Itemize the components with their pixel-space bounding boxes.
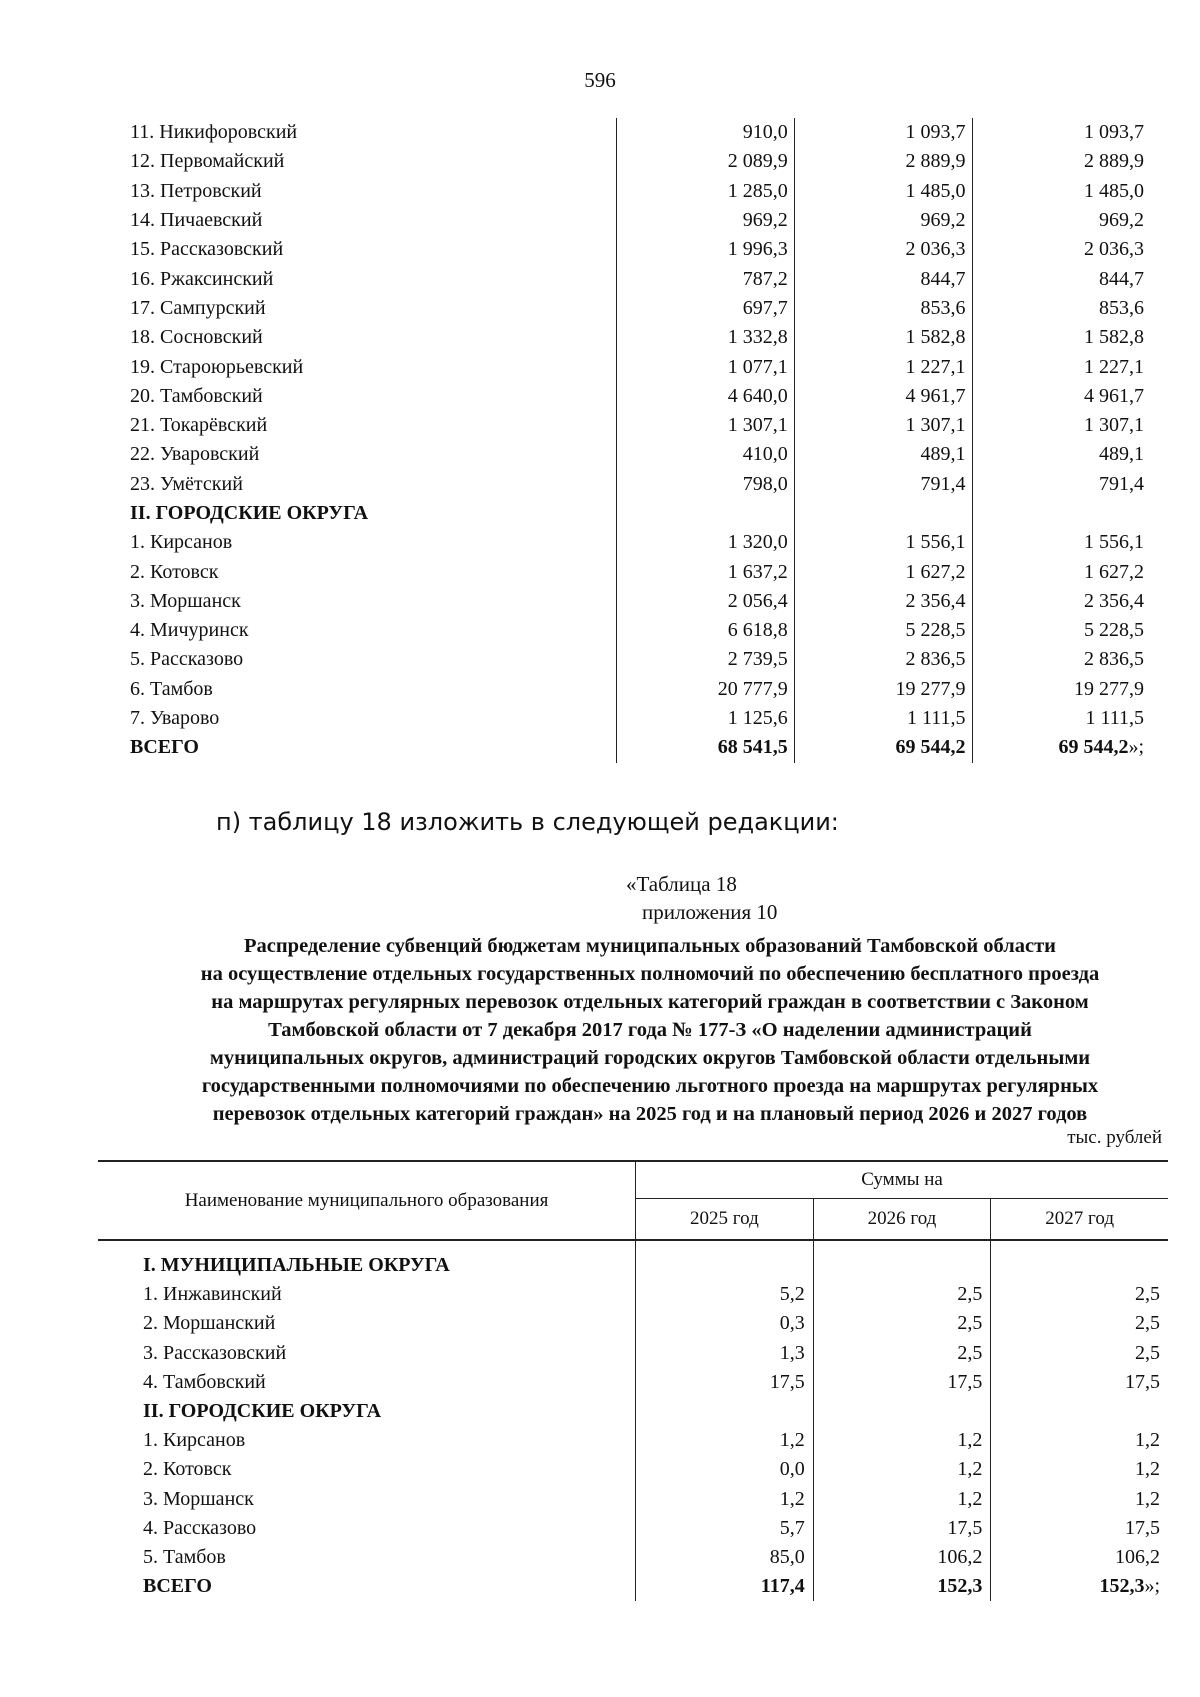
row-name: 16. Ржаксинский [130, 267, 274, 290]
cell-value-2: 1 582,8 [794, 323, 972, 352]
amendment-instruction: п) таблицу 18 изложить в следующей редакции: [216, 808, 839, 836]
heading-line: государственными полномочиями по обеспечению льготного проезда на маршрутах регулярных [201, 1075, 1099, 1097]
table-row [130, 411, 1150, 440]
cell-value-1: 6 618,8 [616, 616, 794, 645]
cell-value-1: 1 332,8 [616, 323, 794, 352]
cell-value-3: 19 277,9 [972, 675, 1150, 704]
row-name: 21. Токарёвский [130, 414, 268, 437]
cell-value-3: 5 228,5 [972, 616, 1150, 645]
row-name: 1. Инжавинский [143, 1283, 282, 1306]
cell-value-2: 844,7 [794, 264, 972, 293]
cell-value-1: 2 739,5 [616, 645, 794, 674]
row-name: 2. Моршанский [143, 1312, 276, 1335]
cell-value-3: 17,5 [991, 1368, 1168, 1397]
cell-value-3: 853,6 [972, 294, 1150, 323]
table-row [98, 1368, 1168, 1397]
table-row [130, 440, 1150, 469]
table-row [130, 499, 1150, 528]
row-name: 3. Моршанск [143, 1487, 254, 1510]
cell-value-2: 489,1 [794, 440, 972, 469]
cell-value-1: 2 089,9 [616, 147, 794, 176]
cell-value-1: 910,0 [616, 118, 794, 147]
cell-value-1: 410,0 [616, 440, 794, 469]
cell-value-1 [636, 1240, 814, 1280]
column-header-sums: Суммы на [636, 1161, 1168, 1199]
cell-value-1: 1,2 [636, 1426, 814, 1455]
table-row [130, 352, 1150, 381]
table-row [130, 587, 1150, 616]
cell-value-1: 85,0 [636, 1543, 814, 1572]
cell-value-1: 1 285,0 [616, 177, 794, 206]
row-name: 12. Первомайский [130, 150, 285, 173]
row-name: 20. Тамбовский [130, 384, 263, 407]
cell-value-2: 1,2 [813, 1426, 991, 1455]
cell-value-1: 969,2 [616, 206, 794, 235]
table-row [130, 616, 1150, 645]
cell-value-3: 1 485,0 [972, 177, 1150, 206]
table-18-heading [100, 932, 1200, 1128]
row-name: 23. Умётский [130, 472, 243, 495]
table-row [130, 235, 1150, 264]
row-name: 1. Кирсанов [143, 1429, 246, 1452]
closing-quote: »; [1144, 1575, 1160, 1598]
table-18 [98, 1160, 1168, 1601]
cell-value-3 [991, 1240, 1168, 1280]
cell-value-3: 1 227,1 [972, 352, 1150, 381]
cell-value-2: 1,2 [813, 1485, 991, 1514]
cell-value-1: 117,4 [636, 1572, 814, 1601]
cell-value-2: 5 228,5 [794, 616, 972, 645]
cell-value-2: 17,5 [813, 1368, 991, 1397]
cell-value-3: 1 111,5 [972, 704, 1150, 733]
cell-value-2: 17,5 [813, 1514, 991, 1543]
row-name: 4. Рассказово [143, 1516, 257, 1539]
cell-value-1: 4 640,0 [616, 382, 794, 411]
cell-value-2: 2 889,9 [794, 147, 972, 176]
cell-value-3: 844,7 [972, 264, 1150, 293]
cell-value-2: 2 836,5 [794, 645, 972, 674]
row-name: II. ГОРОДСКИЕ ОКРУГА [130, 502, 369, 524]
heading-line: Распределение субвенций бюджетам муниципальных образований Тамбовской области [244, 935, 1056, 957]
table-row [130, 118, 1150, 147]
cell-value-2: 2 356,4 [794, 587, 972, 616]
cell-value-1: 787,2 [616, 264, 794, 293]
cell-value-3: 489,1 [972, 440, 1150, 469]
cell-value-2: 1 093,7 [794, 118, 972, 147]
cell-value-1: 5,7 [636, 1514, 814, 1543]
table-row [130, 264, 1150, 293]
table-row [98, 1240, 1168, 1280]
cell-value-1 [636, 1397, 814, 1426]
table-row [98, 1426, 1168, 1455]
cell-value-2: 2 036,3 [794, 235, 972, 264]
cell-value-3: 152,3»; [991, 1572, 1168, 1601]
cell-value-2: 1 485,0 [794, 177, 972, 206]
heading-line: Тамбовской области от 7 декабря 2017 года № 177-З «О наделении администраций [268, 1019, 1032, 1041]
column-header-2025: 2025 год [636, 1199, 814, 1241]
cell-value-3: 106,2 [991, 1543, 1168, 1572]
cell-value-2: 1 556,1 [794, 528, 972, 557]
cell-value-3 [972, 499, 1150, 528]
table-row [98, 1543, 1168, 1572]
cell-value-1: 798,0 [616, 470, 794, 499]
column-header-2026: 2026 год [813, 1199, 991, 1241]
cell-value-1: 1 637,2 [616, 557, 794, 586]
cell-value-2: 969,2 [794, 206, 972, 235]
cell-value-2: 106,2 [813, 1543, 991, 1572]
cell-value-3: 2 356,4 [972, 587, 1150, 616]
table-caption-number: «Таблица 18 [626, 872, 737, 896]
table-row [130, 206, 1150, 235]
cell-value-1: 697,7 [616, 294, 794, 323]
cell-value-2: 2,5 [813, 1339, 991, 1368]
cell-value-2: 2,5 [813, 1309, 991, 1338]
row-name: 3. Моршанск [130, 589, 241, 612]
row-name: 6. Тамбов [130, 677, 213, 700]
cell-value-3: 1,2 [991, 1455, 1168, 1484]
cell-value-2 [813, 1240, 991, 1280]
cell-value-2: 791,4 [794, 470, 972, 499]
table-row [98, 1514, 1168, 1543]
page-number: 596 [584, 68, 616, 92]
cell-value-2 [794, 499, 972, 528]
cell-value-3: 69 544,2»; [972, 733, 1150, 762]
row-name: 3. Рассказовский [143, 1341, 287, 1364]
row-name: 11. Никифоровский [130, 121, 298, 144]
row-name: 7. Уварово [130, 707, 220, 730]
table-row [130, 675, 1150, 704]
cell-value-3: 2,5 [991, 1339, 1168, 1368]
table-row [98, 1572, 1168, 1601]
cell-value-3: 1 307,1 [972, 411, 1150, 440]
row-name: 22. Уваровский [130, 443, 260, 466]
cell-value-1: 1,2 [636, 1485, 814, 1514]
table-row [130, 294, 1150, 323]
table-17-continuation [130, 118, 1150, 763]
cell-value-3: 2,5 [991, 1309, 1168, 1338]
row-name: ВСЕГО [143, 1575, 212, 1598]
row-name: 5. Рассказово [130, 648, 244, 671]
cell-value-2: 19 277,9 [794, 675, 972, 704]
table-row [98, 1485, 1168, 1514]
cell-value-1: 1 077,1 [616, 352, 794, 381]
table-row [98, 1455, 1168, 1484]
row-name: 5. Тамбов [143, 1545, 226, 1568]
units-label: тыс. рублей [1067, 1127, 1162, 1148]
cell-value-3: 2,5 [991, 1280, 1168, 1309]
row-name: 18. Сосновский [130, 326, 263, 349]
cell-value-3: 791,4 [972, 470, 1150, 499]
cell-value-1 [616, 499, 794, 528]
column-header-name: Наименование муниципального образования [98, 1161, 636, 1240]
table-row [130, 382, 1150, 411]
table-caption-appendix: приложения 10 [642, 900, 778, 924]
table-row [130, 177, 1150, 206]
heading-line: на осуществление отдельных государственных полномочий по обеспечению бесплатного проезда [200, 963, 1100, 985]
cell-value-3: 4 961,7 [972, 382, 1150, 411]
cell-value-1: 1 307,1 [616, 411, 794, 440]
cell-value-3: 2 889,9 [972, 147, 1150, 176]
row-name: II. ГОРОДСКИЕ ОКРУГА [143, 1400, 382, 1423]
row-name: 13. Петровский [130, 179, 262, 202]
cell-value-3: 1 582,8 [972, 323, 1150, 352]
table-row [98, 1339, 1168, 1368]
cell-value-3: 1,2 [991, 1485, 1168, 1514]
cell-value-1: 0,0 [636, 1455, 814, 1484]
row-name: 4. Тамбовский [143, 1370, 266, 1393]
table-row [130, 470, 1150, 499]
table-row [130, 323, 1150, 352]
cell-value-2: 1 111,5 [794, 704, 972, 733]
table-row [130, 147, 1150, 176]
table-row [130, 645, 1150, 674]
row-name: 1. Кирсанов [130, 531, 233, 554]
cell-value-2: 69 544,2 [794, 733, 972, 762]
table-row [98, 1309, 1168, 1338]
cell-value-3 [991, 1397, 1168, 1426]
cell-value-2: 152,3 [813, 1572, 991, 1601]
cell-value-3: 2 036,3 [972, 235, 1150, 264]
row-name: 17. Сампурский [130, 296, 266, 319]
cell-value-1: 1 320,0 [616, 528, 794, 557]
cell-value-3: 1 627,2 [972, 557, 1150, 586]
row-name: 15. Рассказовский [130, 238, 284, 261]
row-name: 14. Пичаевский [130, 209, 263, 232]
row-name: 2. Котовск [143, 1458, 232, 1481]
table-row [130, 733, 1150, 762]
heading-line: перевозок отдельных категорий граждан» на 2025 год и на плановый период 2026 и 2027 годов [212, 1103, 1088, 1125]
cell-value-1: 1 996,3 [616, 235, 794, 264]
cell-value-2: 1 627,2 [794, 557, 972, 586]
cell-value-1: 68 541,5 [616, 733, 794, 762]
cell-value-3: 1 556,1 [972, 528, 1150, 557]
cell-value-2: 2,5 [813, 1280, 991, 1309]
cell-value-1: 17,5 [636, 1368, 814, 1397]
row-name: ВСЕГО [130, 736, 199, 759]
cell-value-3: 2 836,5 [972, 645, 1150, 674]
column-header-2027: 2027 год [991, 1199, 1168, 1241]
cell-value-2: 1 307,1 [794, 411, 972, 440]
table-row [130, 704, 1150, 733]
row-name: 4. Мичуринск [130, 619, 249, 642]
cell-value-3: 1 093,7 [972, 118, 1150, 147]
row-name: 19. Староюрьевский [130, 355, 304, 378]
row-name: 2. Котовск [130, 560, 219, 583]
cell-value-3: 969,2 [972, 206, 1150, 235]
cell-value-1: 1,3 [636, 1339, 814, 1368]
cell-value-1: 2 056,4 [616, 587, 794, 616]
table-row [130, 557, 1150, 586]
cell-value-1: 20 777,9 [616, 675, 794, 704]
heading-line: муниципальных округов, администраций городских округов Тамбовской области отдельными [209, 1047, 1091, 1069]
cell-value-3: 17,5 [991, 1514, 1168, 1543]
cell-value-3: 1,2 [991, 1426, 1168, 1455]
cell-value-2 [813, 1397, 991, 1426]
cell-value-1: 5,2 [636, 1280, 814, 1309]
cell-value-2: 4 961,7 [794, 382, 972, 411]
cell-value-1: 0,3 [636, 1309, 814, 1338]
table-row [98, 1280, 1168, 1309]
cell-value-1: 1 125,6 [616, 704, 794, 733]
cell-value-2: 1,2 [813, 1455, 991, 1484]
closing-quote: »; [1128, 736, 1144, 759]
table-row [98, 1397, 1168, 1426]
row-name: I. МУНИЦИПАЛЬНЫЕ ОКРУГА [143, 1254, 450, 1277]
cell-value-2: 853,6 [794, 294, 972, 323]
table-row [130, 528, 1150, 557]
heading-line: на маршрутах регулярных перевозок отдельных категорий граждан в соответствии с Законом [211, 991, 1089, 1013]
cell-value-2: 1 227,1 [794, 352, 972, 381]
